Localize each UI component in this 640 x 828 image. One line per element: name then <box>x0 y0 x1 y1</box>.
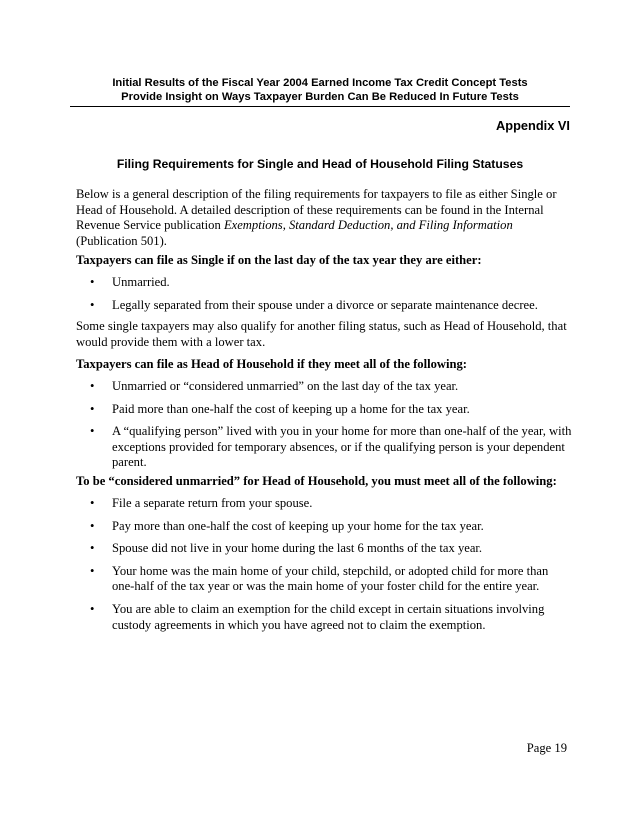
bullet-icon: • <box>90 424 95 439</box>
running-header-line-1: Initial Results of the Fiscal Year 2004 Earned Income Tax Credit Concept Tests <box>112 77 528 89</box>
bullet-icon: • <box>90 518 95 533</box>
appendix-label: Appendix VI <box>496 118 570 133</box>
considered-unmarried-list <box>76 496 572 633</box>
bullet-icon: • <box>90 601 95 616</box>
publication-title: Exemptions, Standard Deduction, and Filing Information <box>223 218 513 233</box>
list-item: • You are able to claim an exemption for the child except in certain situations involving custody agreements in which you have agreed not to claim the exemption. <box>90 601 545 632</box>
bullet-icon: • <box>90 541 95 556</box>
running-header <box>70 76 570 104</box>
single-list <box>76 275 572 313</box>
list-item: • A “qualifying person” lived with you in your home for more than one-half of the year, with exceptions provided for temporary absences, or if the qualifying person is your dependent parent. <box>90 424 572 470</box>
bullet-icon: • <box>90 379 95 393</box>
intro-tail: (Publication 501). <box>76 233 167 248</box>
bullet-icon: • <box>90 275 95 289</box>
single-note: Some single taxpayers may also qualify for another filing status, such as Head of Household, that would provide them with a lower tax. <box>76 319 567 349</box>
single-heading: Taxpayers can file as Single if on the last day of the tax year they are either: <box>76 253 482 267</box>
list-item: • Pay more than one-half the cost of keeping up your home for the tax year. <box>90 518 484 533</box>
bullet-icon: • <box>90 563 95 578</box>
intro-paragraph <box>76 187 572 249</box>
list-item: • Spouse did not live in your home during the last 6 months of the tax year. <box>90 541 483 556</box>
list-item: • File a separate return from your spouse. <box>90 496 313 510</box>
intro-lead: Below is a general description of the filing requirements for taxpayers to file as either Single or Head of Household. A detailed description of these requirements can be found in the Internal Revenue Service publication <box>76 187 557 233</box>
list-item: • Unmarried. <box>90 275 170 289</box>
list-item: • Paid more than one-half the cost of keeping up a home for the tax year. <box>90 401 470 416</box>
bullet-icon: • <box>90 496 95 510</box>
page-number: Page 19 <box>526 741 567 755</box>
list-item: • Legally separated from their spouse under a divorce or separate maintenance decree. <box>90 297 538 312</box>
header-rule <box>70 106 570 107</box>
hoh-list <box>76 379 572 471</box>
list-item: • Your home was the main home of your child, stepchild, or adopted child for more than one-half of the tax year or was the main home of your foster child for the entire year. <box>90 563 549 594</box>
section-title: Filing Requirements for Single and Head of Household Filing Statuses <box>116 157 524 171</box>
hoh-heading: Taxpayers can file as Head of Household if they meet all of the following: <box>76 357 467 371</box>
bullet-icon: • <box>90 297 95 312</box>
list-item: • Unmarried or “considered unmarried” on the last day of the tax year. <box>90 379 459 393</box>
considered-unmarried-heading: To be “considered unmarried” for Head of Household, you must meet all of the following: <box>76 474 557 488</box>
bullet-icon: • <box>90 401 95 416</box>
running-header-line-2: Provide Insight on Ways Taxpayer Burden Can Be Reduced In Future Tests <box>121 91 519 103</box>
